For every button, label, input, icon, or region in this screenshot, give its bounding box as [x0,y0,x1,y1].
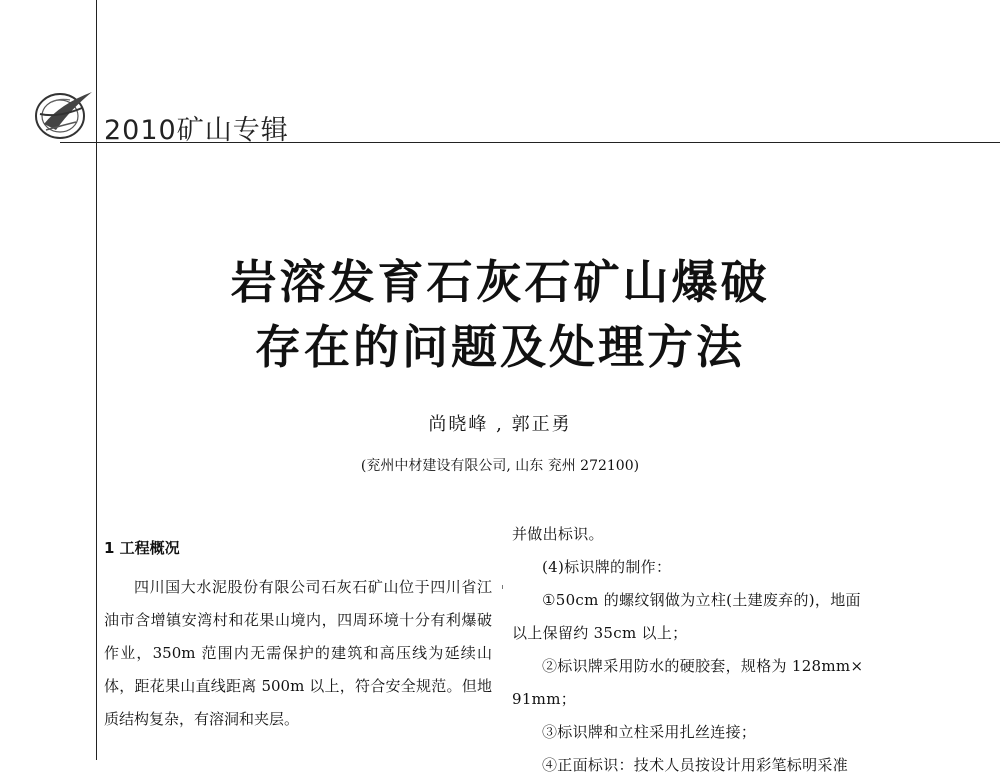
article-affiliation: (兖州中材建设有限公司, 山东 兖州 272100) [360,458,640,474]
body-line: ④正面标识：技术人员按设计用彩笔标明采准 [542,756,849,774]
body-line: 并做出标识。 [512,525,604,543]
left-column [104,518,492,736]
body-line: 以上保留约 35cm 以上； [512,624,688,642]
right-column [512,518,912,782]
body-line: ③标识牌和立柱采用扎丝连接； [542,723,757,741]
article-title-line-1: 岩溶发育石灰石矿山爆破 [230,255,770,309]
article-authors: 尚晓峰 , 郭正勇 [428,414,572,435]
body-line: (4)标识牌的制作： [542,558,672,576]
journal-logo-icon [30,84,100,144]
body-line: ②标识牌采用防水的硬胶套，规格为 128mm× [542,657,864,675]
journal-series-title: 2010矿山专辑 [104,115,289,146]
body-line: 91mm； [512,690,577,708]
column-gutter-mark [502,585,503,589]
body-line: ①50cm 的螺纹钢做为立柱(土建废弃的)，地面 [542,591,861,609]
article-title-line-2: 存在的问题及处理方法 [255,320,745,374]
body-paragraph: 四川国大水泥股份有限公司石灰石矿山位于四川省江油市含增镇安湾村和花果山境内，四周环境十分有利爆破作业，350m 范围内无需保护的建筑和高压线为延续山体，距花果山直线距离 500m 以上，符合安全规范。但地质结构复杂，有溶洞和夹层。 [104,578,492,728]
section-heading: 1 工程概况 [104,539,180,557]
